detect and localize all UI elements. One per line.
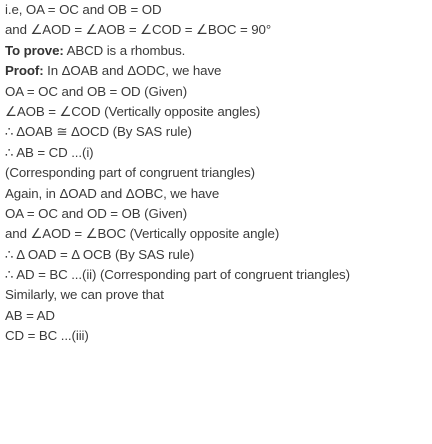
- proof-line-14: ∴ AD = BC ...(ii) (Corresponding part of congruent triangles): [5, 267, 350, 283]
- proof-intro-text: In ΔOAB and ΔODC, we have: [43, 63, 222, 79]
- to-prove-text: ABCD is a rhombus.: [63, 42, 186, 58]
- proof-label: Proof:: [5, 63, 44, 79]
- proof-line-16: AB = AD: [5, 307, 55, 323]
- proof-line-13: ∴ Δ OAD = Δ OCB (By SAS rule): [5, 246, 195, 262]
- proof-line-10: Again, in ΔOAD and ΔOBC, we have: [5, 185, 220, 201]
- proof-line-8: ∴ AB = CD ...(i): [5, 144, 94, 160]
- proof-line-11: OA = OC and OD = OB (Given): [5, 205, 188, 221]
- proof-line-2: and ∠AOD = ∠AOB = ∠COD = ∠BOC = 90°: [5, 22, 272, 38]
- proof-line-7: ∴ ΔOAB ≅ ΔOCD (By SAS rule): [5, 124, 192, 140]
- proof-line-17: CD = BC ...(iii): [5, 328, 89, 344]
- proof-line-9: (Corresponding part of congruent triangles): [5, 165, 255, 181]
- proof-line-1: i.e, OA = OC and OB = OD: [5, 2, 162, 17]
- proof-line-5: OA = OC and OB = OD (Given): [5, 83, 188, 99]
- proof-line-15: Similarly, we can prove that: [5, 287, 164, 303]
- to-prove-label: To prove:: [5, 42, 64, 58]
- proof-line-12: and ∠AOD = ∠BOC (Vertically opposite angle): [5, 226, 280, 242]
- proof-heading-line: [5, 61, 430, 81]
- proof-document: [5, 0, 430, 347]
- proof-line-6: ∠AOB = ∠COD (Vertically opposite angles): [5, 103, 261, 119]
- to-prove-line: [5, 41, 430, 61]
